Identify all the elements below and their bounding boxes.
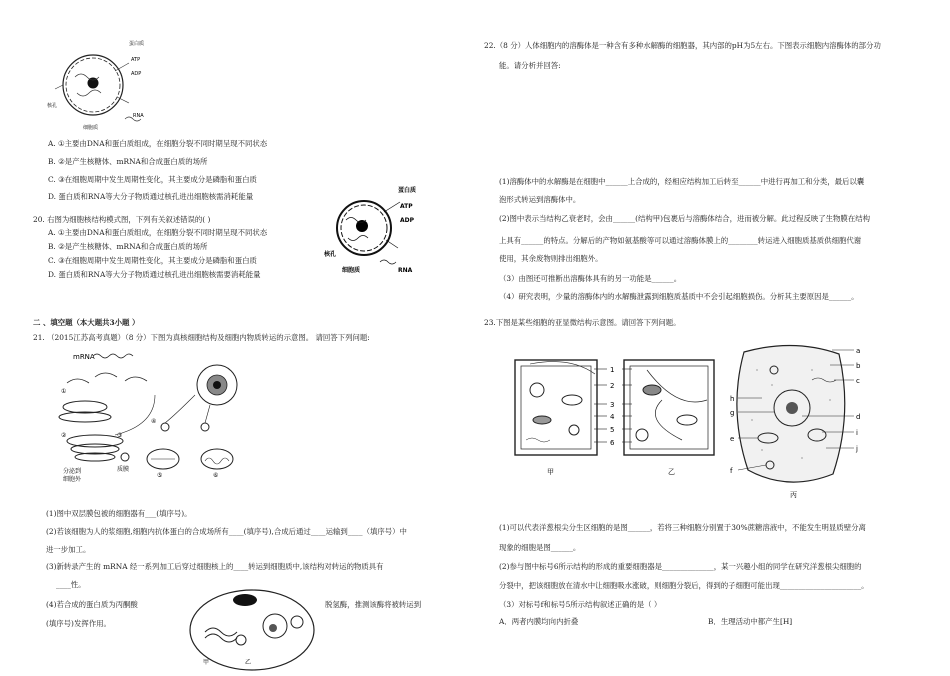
q20-option-d: D. 蛋白质和RNA等大分子物质通过核孔进出细胞核需要消耗能量 xyxy=(48,270,261,279)
svg-text:RNA: RNA xyxy=(133,113,144,119)
svg-text:⑤: ⑤ xyxy=(157,472,163,479)
svg-text:细胞外: 细胞外 xyxy=(63,476,82,483)
q20-option-a: A. ①主要由DNA和蛋白质组成，在细胞分裂不同时期呈现不同状态 xyxy=(48,228,268,237)
q22-line-4: 上具有______的特点。分解后的产物如氨基酸等可以通过溶酶体膜上的________转运进入细胞质基质供细胞代谢 xyxy=(499,236,862,245)
svg-text:丙: 丙 xyxy=(790,491,797,499)
svg-text:c: c xyxy=(856,377,860,385)
svg-text:mRNA: mRNA xyxy=(73,353,95,361)
section-2-heading: 二 、填空题（本大题共3小题 ） xyxy=(33,318,140,327)
svg-text:ADP: ADP xyxy=(400,217,415,224)
q21-line-3: 进一步加工。 xyxy=(46,545,91,554)
q23-line-3: (2)参与图中标号6所示结构的形成的重要细胞器是______________，某一兴趣小组的同学在研究洋葱根尖细胞的 xyxy=(499,562,862,571)
cell-transport-figure xyxy=(55,345,240,485)
q21-line-1: (1)图中双层膜包被的细胞器有___(填序号)。 xyxy=(46,509,192,518)
nucleus-figure-q20 xyxy=(322,182,422,277)
svg-text:核孔: 核孔 xyxy=(324,251,337,258)
q20-option-c: C. ③在细胞周期中发生周期性变化，其主要成分是磷脂和蛋白质 xyxy=(48,256,257,265)
q22-stem-line-1: 22.（8 分）人体细胞内的溶酶体是一种含有多种水解酶的细胞器，其内部的pH为5左右。下图表示细胞内溶酶体的部分功 xyxy=(484,41,881,50)
lysosome-cell-figure-bottom xyxy=(185,582,320,672)
q19-option-c: C. ③在细胞周期中发生周期性变化，其主要成分是磷脂和蛋白质 xyxy=(48,175,257,184)
svg-text:②: ② xyxy=(61,432,67,439)
q19-option-d: D. 蛋白质和RNA等大分子物质通过核孔进出细胞核需消耗能量 xyxy=(48,192,254,201)
svg-text:h: h xyxy=(730,395,735,403)
q21-stem: 21. （2015江苏高考真题）（8 分）下图为真核细胞结构及细胞内物质转运的示意图。 请回答下列问题: xyxy=(33,333,370,342)
q21-line-5: ____性。 xyxy=(56,580,86,589)
svg-text:细胞质: 细胞质 xyxy=(83,125,99,131)
svg-text:甲: 甲 xyxy=(547,468,554,476)
svg-text:2: 2 xyxy=(610,382,615,390)
svg-text:a: a xyxy=(856,347,861,355)
q20-option-b: B. ②是产生核糖体、mRNA和合成蛋白质的场所 xyxy=(48,242,208,251)
svg-text:ADP: ADP xyxy=(131,71,142,77)
svg-text:ATP: ATP xyxy=(400,203,413,210)
svg-text:乙: 乙 xyxy=(668,468,675,476)
q22-line-6: （3）由图还可推断出溶酶体具有的另一功能是______。 xyxy=(499,274,682,283)
q19-option-a: A. ①主要由DNA和蛋白质组成，在细胞分裂不同时期呈现不同状态 xyxy=(48,139,268,148)
q20-stem: 20. 右图为细胞核结构模式图，下列有关叙述错误的( ) xyxy=(33,215,211,224)
q22-line-7: （4）研究表明，少量的溶酶体内的水解酶泄露到细胞质基质中不会引起细胞损伤。分析其主要原因是______。 xyxy=(499,292,859,301)
q22-stem-line-2: 能。请分析并回答: xyxy=(499,61,561,70)
q23-line-2: 现象的细胞是图______。 xyxy=(499,543,581,552)
svg-text:③: ③ xyxy=(117,432,123,439)
q21-line-6-right: 脱氢酶，推测该酶将被转运到 xyxy=(325,600,422,609)
svg-text:蛋白质: 蛋白质 xyxy=(129,41,145,47)
svg-text:分泌到: 分泌到 xyxy=(63,468,82,475)
svg-text:①: ① xyxy=(61,388,67,395)
svg-text:乙: 乙 xyxy=(245,659,252,666)
q23-line-4: 分裂中，把该细胞放在清水中让细胞吸水涨破，则细胞分裂后，得到的子细胞可能出现______________________。 xyxy=(499,581,869,590)
svg-text:RNA: RNA xyxy=(398,267,413,274)
svg-text:甲: 甲 xyxy=(203,659,210,666)
q23-line-1: (1)可以代表洋葱根尖分生区细胞的是图______，若将三种细胞分别置于30%蔗糖溶液中，不能发生明显质壁分离 xyxy=(499,523,866,532)
svg-text:i: i xyxy=(856,429,858,437)
svg-text:3: 3 xyxy=(610,401,615,409)
svg-text:6: 6 xyxy=(610,439,615,447)
svg-text:细胞质: 细胞质 xyxy=(342,267,361,274)
svg-text:⑥: ⑥ xyxy=(213,472,219,479)
q22-line-3: (2)图中表示当结构乙衰老时，会由______(结构甲)包裹后与溶酶体结合，进而被分解。此过程反映了生物膜在结构 xyxy=(499,214,870,223)
q23-line-5: （3）对标号f和标号5所示结构叙述正确的是（ ） xyxy=(499,600,662,609)
q22-line-1: (1)溶酶体中的水解酶是在细胞中______上合成的，经相应结构加工后转至______中进行再加工和分类，最后以囊 xyxy=(499,177,865,186)
svg-text:蛋白质: 蛋白质 xyxy=(398,187,417,194)
svg-text:b: b xyxy=(856,362,861,370)
svg-text:j: j xyxy=(856,445,858,453)
q21-line-6-left: (4)若合成的蛋白质为丙酮酸 xyxy=(46,600,138,609)
q21-line-2: (2)若该细胞为人的浆细胞,细胞内抗体蛋白的合成场所有____(填序号),合成后通过____运输到____（填序号）中 xyxy=(46,527,407,536)
q19-option-b: B. ②是产生核糖体、mRNA和合成蛋白质的场所 xyxy=(48,157,208,166)
svg-text:4: 4 xyxy=(610,413,615,421)
q23-option-b: B．生理活动中都产生[H] xyxy=(708,617,793,626)
svg-text:f: f xyxy=(730,467,733,475)
svg-text:5: 5 xyxy=(610,426,615,434)
q21-line-4: (3)新转录产生的 mRNA 经一系列加工后穿过细胞核上的____转运到细胞质中,该结构对转运的物质具有 xyxy=(46,562,384,571)
q23-stem: 23.下图是某些细胞的亚显微结构示意图。请回答下列问题。 xyxy=(484,318,681,327)
svg-text:ATP: ATP xyxy=(131,57,141,63)
svg-text:核孔: 核孔 xyxy=(47,103,58,109)
cell-ultrastructure-figure xyxy=(512,340,872,505)
q22-line-5: 使用，其余废物则排出细胞外。 xyxy=(499,254,603,263)
svg-text:e: e xyxy=(730,435,735,443)
svg-text:g: g xyxy=(730,409,735,417)
q21-line-7: (填序号)发挥作用。 xyxy=(46,619,111,628)
svg-text:1: 1 xyxy=(610,366,615,374)
svg-text:④: ④ xyxy=(151,418,157,425)
svg-text:d: d xyxy=(856,413,861,421)
nucleus-figure-top xyxy=(45,37,155,132)
svg-text:质膜: 质膜 xyxy=(117,466,130,473)
q22-line-2: 泡形式转运到溶酶体中。 xyxy=(499,195,581,204)
q23-option-a: A．两者内膜均向内折叠 xyxy=(499,617,579,626)
